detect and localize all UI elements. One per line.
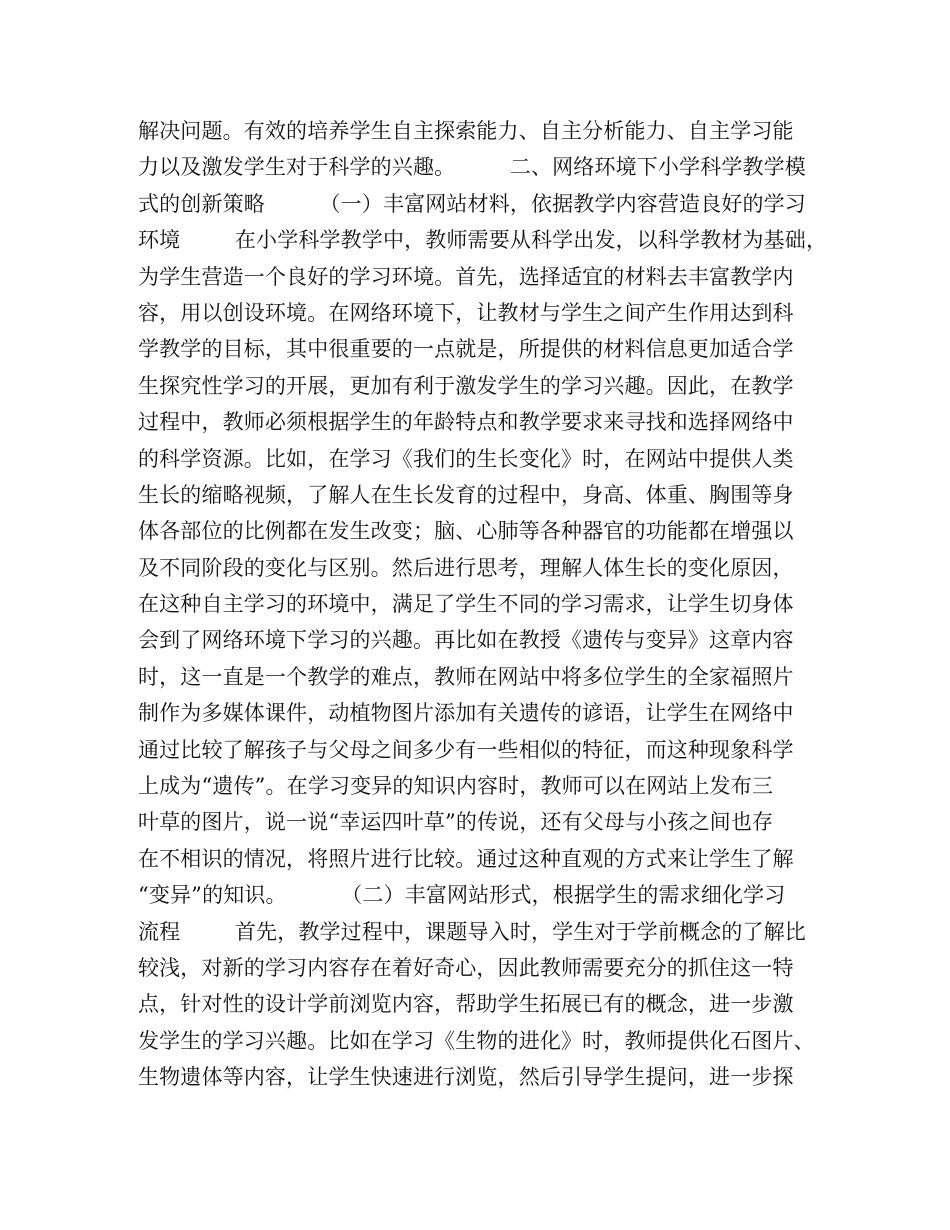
text-line: 的科学资源。比如，在学习《我们的生长变化》时，在网站中提供人类 (138, 446, 794, 471)
text-line: 会到了网络环境下学习的兴趣。再比如在教授《遗传与变异》这章内容 (138, 628, 794, 653)
text-line: 容，用以创设环境。在网络环境下，让教材与学生之间产生作用达到科 (138, 300, 794, 325)
text-line: 点，针对性的设计学前浏览内容，帮助学生拓展已有的概念，进一步激 (138, 992, 794, 1017)
text-line: 过程中，教师必须根据学生的年龄特点和教学要求来寻找和选择网络中 (138, 410, 794, 435)
text-line: 较浅，对新的学习内容存在着好奇心，因此教师需要充分的抓住这一特 (138, 955, 794, 980)
text-line: 环境 在小学科学教学中，教师需要从科学出发，以科学教材为基础， (138, 228, 828, 253)
text-line: “变异”的知识。 （二）丰富网站形式，根据学生的需求细化学习 (138, 883, 786, 908)
text-line: 体各部位的比例都在发生改变；脑、心肺等各种器官的功能都在增强以 (138, 519, 794, 544)
text-line: 时，这一直是一个教学的难点，教师在网站中将多位学生的全家福照片 (138, 664, 794, 689)
text-line: 解决问题。有效的培养学生自主探索能力、自主分析能力、自主学习能 (138, 119, 794, 143)
text-line: 及不同阶段的变化与区别。然后进行思考，理解人体生长的变化原因， (138, 555, 794, 580)
text-line: 式的创新策略 （一）丰富网站材料，依据教学内容营造良好的学习 (138, 191, 806, 216)
text-line: 生探究性学习的开展，更加有利于激发学生的学习兴趣。因此，在教学 (138, 373, 794, 398)
text-line: 上成为“遗传”。在学习变异的知识内容时，教师可以在网站上发布三 (138, 774, 774, 799)
text-line: 发学生的学习兴趣。比如在学习《生物的进化》时，教师提供化石图片、 (138, 1028, 815, 1053)
text-line: 在不相识的情况，将照片进行比较。通过这种直观的方式来让学生了解 (138, 846, 794, 871)
text-line: 叶草的图片，说一说“幸运四叶草”的传说，还有父母与小孩之间也存 (138, 810, 774, 835)
text-line: 生长的缩略视频，了解人在生长发育的过程中，身高、体重、胸围等身 (138, 482, 794, 507)
text-line: 流程 首先，教学过程中，课题导入时，学生对于学前概念的了解比 (138, 919, 806, 944)
text-line: 学教学的目标，其中很重要的一点就是，所提供的材料信息更加适合学 (138, 337, 794, 362)
text-line: 在这种自主学习的环境中，满足了学生不同的学习需求，让学生切身体 (138, 592, 794, 617)
body-text (138, 113, 838, 1096)
text-line: 力以及激发学生对于科学的兴趣。 二、网络环境下小学科学教学模 (138, 155, 806, 180)
text-line: 生物遗体等内容，让学生快速进行浏览，然后引导学生提问，进一步探 (138, 1065, 794, 1090)
text-line: 通过比较了解孩子与父母之间多少有一些相似的特征，而这种现象科学 (138, 737, 794, 762)
text-line: 为学生营造一个良好的学习环境。首先，选择适宜的材料去丰富教学内 (138, 264, 794, 289)
text-line: 制作为多媒体课件，动植物图片添加有关遗传的谚语，让学生在网络中 (138, 701, 794, 726)
